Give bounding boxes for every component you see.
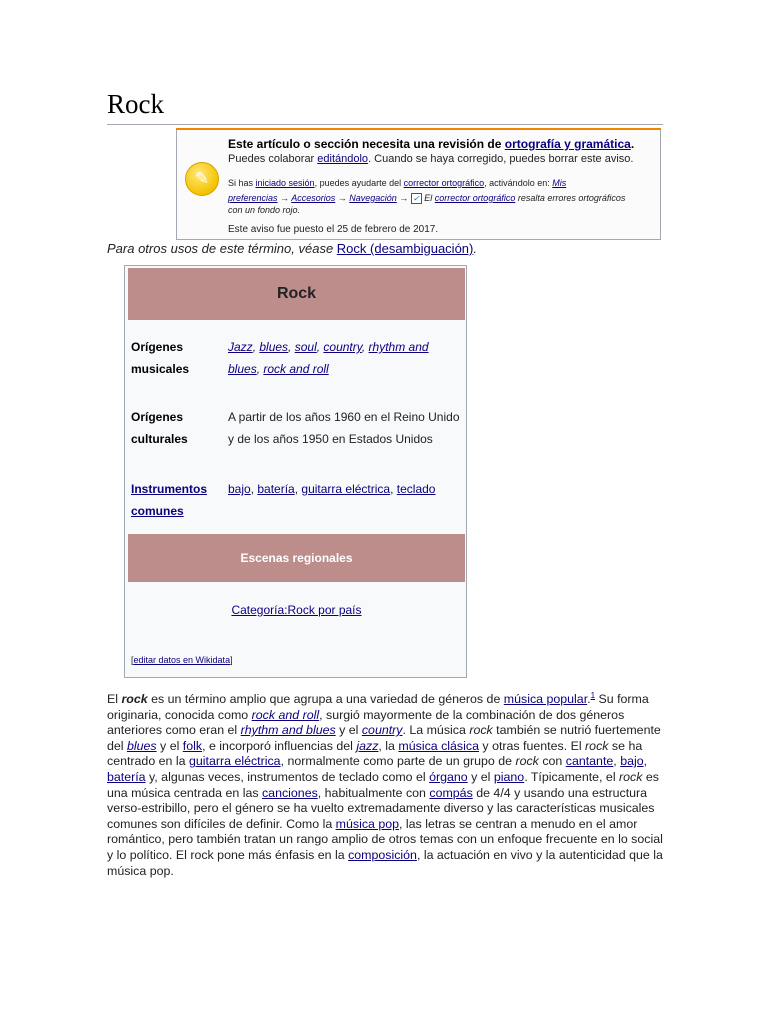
infobox-value-cultural-origins: A partir de los años 1960 en el Reino Unido y de los años 1950 en Estados Unidos — [228, 410, 460, 446]
text: , — [613, 754, 621, 769]
bateria-link[interactable]: batería — [257, 482, 295, 496]
infobox-label-cultural-origins: Orígenes culturales — [131, 410, 188, 446]
notice-text: . Cuando se haya corregido, puedes borrar este aviso. — [368, 153, 634, 165]
text: , surgió mayormente de la combinación de dos géneros anteriores como eran el — [107, 707, 625, 738]
text: es un término amplio que agrupa a una variedad de géneros de — [147, 692, 504, 706]
jazz-link[interactable]: jazz — [356, 738, 379, 753]
jazz-link[interactable]: Jazz — [228, 340, 253, 354]
text: con — [538, 754, 566, 769]
text: , e incorporó influencias del — [202, 738, 357, 753]
text: , normalmente como parte de un grupo de — [280, 754, 516, 769]
edit-link[interactable]: editándolo — [317, 153, 369, 165]
notice-text: El — [421, 193, 435, 203]
infobox-value-musical-origins: Jazz, blues, soul, country, rhythm and blues, rock and roll — [228, 340, 429, 376]
arrow-text: → — [396, 193, 411, 203]
text: rock — [469, 723, 493, 738]
text: y, algunas veces, instrumentos de teclado como el — [145, 769, 430, 784]
reference-1[interactable]: 1 — [590, 690, 596, 700]
notice-text: Puedes colaborar — [228, 153, 318, 165]
text: también se nutrió fuertemente del — [107, 723, 661, 753]
text: y otras fuentes. El — [478, 738, 586, 753]
text: y el — [335, 723, 362, 738]
notice-line-3 — [228, 178, 566, 188]
disambiguation-link[interactable]: Rock (desambiguación) — [336, 241, 474, 256]
text: y el — [467, 769, 494, 784]
text: rock — [619, 769, 643, 784]
wikidata-edit: [editar datos en Wikidata] — [131, 655, 233, 665]
checkbox-icon: ✓ — [411, 193, 422, 204]
page-title: Rock — [107, 89, 164, 119]
notice-line-1 — [228, 137, 634, 151]
rhythm-and-blues-link[interactable]: rhythm and blues — [228, 340, 429, 376]
spellchecker-link[interactable]: corrector ortográfico — [403, 178, 485, 188]
notice-line-5: con un fondo rojo. — [228, 205, 301, 215]
bajo-link[interactable]: bajo — [228, 482, 251, 496]
title-divider — [107, 124, 663, 125]
arrow-text: → — [277, 193, 292, 203]
intro-paragraph: El rock es un término amplio que agrupa a una variedad de géneros de música popular.$^1$ Su forma originaria, conocida como rock and roll, surgió mayormente de la combinación de dos géneros anteriores como eran el rhythm and blues y el country. La música rock también se nutrió fuertemente del blues y el folk, e incorporó influencias del jazz, la música clásica y otras fuentes. El rock se ha centrado en la guitarra eléctrica, normalmente como parte de un grupo de rock con cantante, bajo, batería y, algunas veces, instrumentos de teclado como el órgano y el piano. Típicamente, el rock es una música centrada en las canciones, habitualmente con compás de 4/4 y usando una estructura verso-estribillo, pero el género se ha vuelto extremadamente diverso y las características musicales comunes son difíciles de definir. Como la música pop, las letras se centran a menudo en el amor romántico, pero también tratan un rango amplio de otros temas con un enfoque frecuente en lo social y lo político. El rock pone más énfasis en la composición, la actuación en vivo y la autenticidad que la música pop. — [107, 690, 663, 878]
notice-accent-bar — [176, 128, 661, 130]
singer-link[interactable]: cantante — [565, 754, 614, 769]
notice-date: Este aviso fue puesto el 25 de febrero de 2017. — [228, 224, 439, 235]
text: rock — [585, 738, 609, 753]
text: se ha centrado en la — [107, 738, 643, 769]
text: . La música — [402, 723, 470, 738]
hatnote — [107, 241, 477, 256]
category-link[interactable]: Categoría:Rock por país — [231, 603, 362, 617]
notice-line-2 — [228, 153, 633, 165]
wikidata-edit-link[interactable]: editar datos en Wikidata — [133, 655, 231, 665]
infobox-value-instruments: bajo, batería, guitarra eléctrica, teclado — [228, 482, 436, 496]
notice-text: , activándolo en: — [484, 178, 553, 188]
rock-and-roll-link[interactable]: rock and roll — [251, 707, 320, 722]
notice-line-4 — [228, 193, 625, 204]
text: , las letras se centran a menudo en el amor romántico, pero también tratan un rango amplio de otros temas con un enfoque frecuente en lo social y lo político. El rock pone más énfasis en la — [107, 816, 663, 862]
infobox-label-musical-origins: Orígenes musicales — [131, 340, 190, 376]
infobox-category — [128, 603, 465, 617]
drums-link[interactable]: batería — [107, 769, 146, 784]
blues-link[interactable]: blues — [126, 738, 157, 753]
electric-guitar-link[interactable]: guitarra eléctrica — [301, 482, 391, 496]
text: . Típicamente, el — [524, 769, 620, 784]
classical-music-link[interactable]: música clásica — [398, 738, 479, 753]
electric-guitar-link[interactable]: guitarra eléctrica — [188, 754, 281, 769]
popular-music-link[interactable]: música popular — [503, 692, 588, 706]
infobox-title: Rock — [128, 268, 465, 320]
accessories-link[interactable]: Accesorios — [291, 193, 336, 203]
instruments-link[interactable]: Instrumentos comunes — [131, 482, 208, 518]
text: y el — [156, 738, 183, 753]
preferences-link[interactable]: preferencias — [228, 193, 278, 203]
orthography-link[interactable]: ortografía y gramática — [504, 137, 631, 151]
spellchecker-link-2[interactable]: corrector ortográfico — [434, 193, 516, 203]
text: rock — [515, 754, 539, 769]
pop-music-link[interactable]: música pop — [335, 816, 400, 831]
time-signature-link[interactable]: compás — [429, 785, 473, 800]
text: es una música centrada en las — [107, 769, 659, 800]
folk-link[interactable]: folk — [182, 738, 203, 753]
text: El — [107, 692, 122, 706]
navigation-link[interactable]: Navegación — [349, 193, 397, 203]
text: , habitualmente con — [317, 785, 430, 800]
organ-link[interactable]: órgano — [429, 769, 468, 784]
infobox-section-regional-scenes: Escenas regionales — [128, 534, 465, 582]
text: Su forma originaria, conocida como — [107, 692, 649, 722]
text: , la — [378, 738, 399, 753]
notice-text: Si has — [228, 178, 256, 188]
rock-and-roll-link[interactable]: rock and roll — [263, 361, 329, 376]
hatnote-text: . — [473, 241, 477, 256]
my-preferences-link[interactable]: Mis — [552, 178, 567, 188]
text: , — [643, 754, 648, 769]
rhythm-and-blues-link[interactable]: rhythm and blues — [240, 723, 336, 738]
blues-link[interactable]: blues — [259, 340, 289, 354]
infobox-label-instruments — [131, 479, 226, 522]
spellcheck-icon: ✎ — [185, 162, 219, 196]
text: , la actuación en vivo y la autenticidad que la música pop. — [107, 847, 663, 878]
hatnote-text: Para otros usos de este término, véase — [107, 241, 337, 256]
country-link[interactable]: country — [361, 723, 403, 738]
keyboard-link[interactable]: teclado — [396, 482, 436, 496]
notice-text: Este artículo o sección necesita una revisión de — [228, 137, 505, 151]
piano-link[interactable]: piano — [493, 769, 525, 784]
country-link[interactable]: country — [323, 340, 362, 354]
notice-text: , puedes ayudarte del — [314, 178, 404, 188]
text: de 4/4 y usando una estructura verso-estribillo, pero el género se ha vuelto extremadamente diverso y las características musicales comunes son difíciles de definir. Como la — [107, 785, 655, 831]
songs-link[interactable]: canciones — [261, 785, 318, 800]
login-link[interactable]: iniciado sesión — [255, 178, 315, 188]
notice-text: . — [630, 137, 635, 151]
composition-link[interactable]: composición — [348, 847, 417, 862]
bass-link[interactable]: bajo — [620, 754, 644, 769]
arrow-text: → — [335, 193, 350, 203]
notice-text: resalta errores ortográficos — [515, 193, 626, 203]
soul-link[interactable]: soul — [294, 340, 317, 354]
text: rock — [121, 692, 148, 706]
